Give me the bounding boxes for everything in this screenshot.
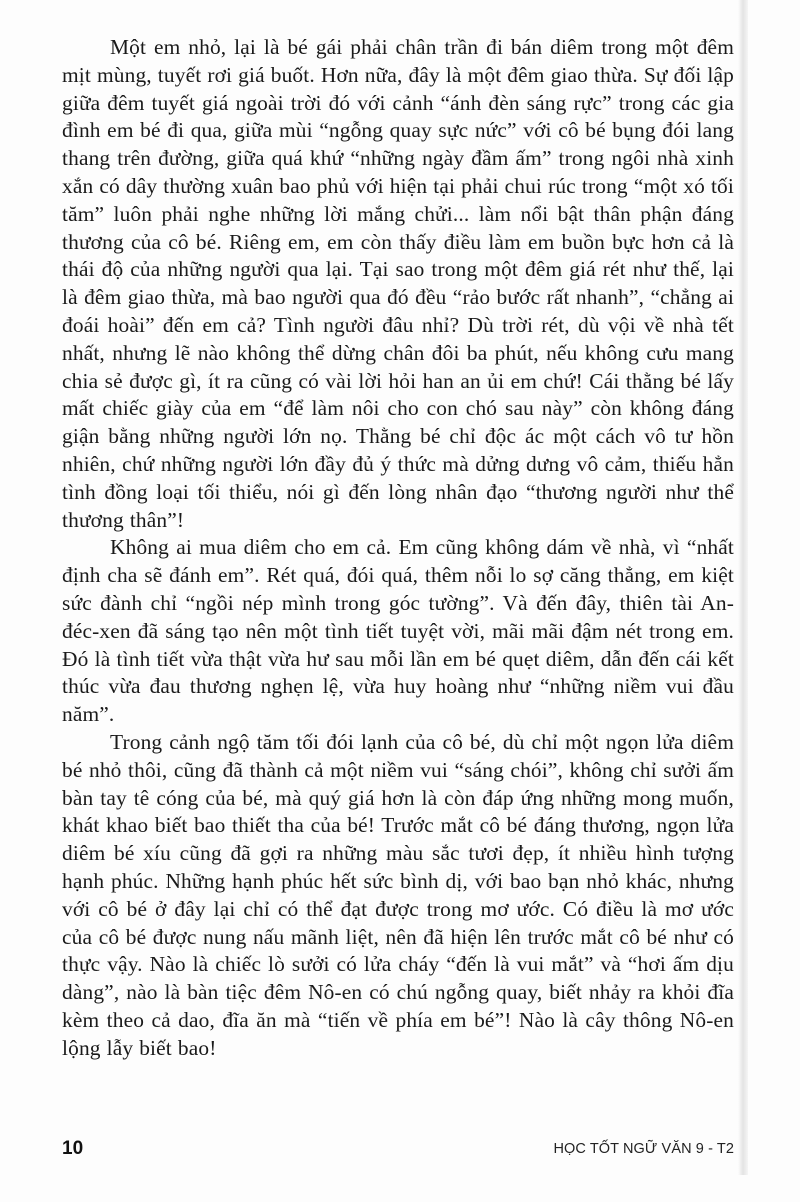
page-number: 10 — [62, 1138, 84, 1159]
paragraph: Trong cảnh ngộ tăm tối đói lạnh của cô bé, dù chỉ một ngọn lửa diêm bé nhỏ thôi, cũng đã thành cả một niềm vui “sáng chói”, không chỉ sưởi ấm bàn tay tê cóng của bé, mà quý giá hơn là còn đáp ứng những mong muốn, khát khao biết bao thiết tha của bé! Trước mắt cô bé đáng thương, ngọn lửa diêm bé xíu cũng đã gợi ra những màu sắc tươi đẹp, ít nhiều hình tượng hạnh phúc. Những hạnh phúc hết sức bình dị, với bao bạn nhỏ khác, nhưng với cô bé ở đây lại chỉ có thể đạt được trong mơ ước. Có điều là mơ ước của cô bé được nung nấu mãnh liệt, nên đã hiện lên trước mắt cô bé như có thực vậy. Nào là chiếc lò sưởi có lửa cháy “đến là vui mắt” và “hơi ấm dịu dàng”, nào là bàn tiệc đêm Nô-en có chú ngỗng quay, biết nhảy ra khỏi đĩa kèm theo cả dao, đĩa ăn mà “tiến về phía em bé”! Nào là cây thông Nô-en lộng lẫy biết bao! — [62, 729, 734, 1060]
paragraph: Không ai mua diêm cho em cả. Em cũng không dám về nhà, vì “nhất định cha sẽ đánh em”. Rét quá, đói quá, thêm nỗi lo sợ căng thẳng, em kiệt sức đành chỉ “ngồi nép mình trong góc tường”. Và đến đây, thiên tài An-đéc-xen đã sáng tạo nên một tình tiết tuyệt vời, mãi mãi đậm nét trong em. Đó là tình tiết vừa thật vừa hư sau mỗi lần em bé quẹt diêm, dẫn đến cái kết thúc vừa đau thương nghẹn lệ, vừa huy hoàng như “những niềm vui đầu năm”. — [62, 535, 734, 727]
running-title: HỌC TỐT NGỮ VĂN 9 - T2 — [553, 1141, 734, 1157]
body-text — [62, 34, 734, 1062]
page-footer — [62, 1134, 734, 1164]
paragraph: Một em nhỏ, lại là bé gái phải chân trần đi bán diêm trong một đêm mịt mùng, tuyết rơi giá buốt. Hơn nữa, đây là một đêm giao thừa. Sự đối lập giữa đêm tuyết giá ngoài trời đó với cảnh “ánh đèn sáng rực” trong các gia đình em bé đi qua, giữa mùi “ngỗng quay sực nức” với cô bé bụng đói lang thang trên đường, giữa quá khứ “những ngày đầm ấm” trong ngôi nhà xinh xắn có dây thường xuân bao phủ với hiện tại phải chui rúc trong “một xó tối tăm” luôn phải nghe những lời mắng chửi... làm nổi bật thân phận đáng thương của cô bé. Riêng em, em còn thấy điều làm em buồn bực hơn cả là thái độ của những người qua lại. Tại sao trong một đêm giá rét như thế, lại là đêm giao thừa, mà bao người qua đó đều “rảo bước rất nhanh”, “chẳng ai đoái hoài” đến em cả? Tình người đâu nhỉ? Dù trời rét, dù vội về nhà tết nhất, nhưng lẽ nào không thể dừng chân đôi ba phút, nếu không cưu mang chia sẻ được gì, ít ra cũng có vài lời hỏi han an ủi em chứ! Cái thằng bé lấy mất chiếc giày của em “để làm nôi cho con chó sau này” còn không đáng giận bằng những người lớn nọ. Thằng bé chỉ độc ác một cách vô tư hồn nhiên, chứ những người lớn đầy đủ ý thức mà dửng dưng vô cảm, thiếu hẳn tình đồng loại tối thiểu, nói gì đến lòng nhân đạo “thương người như thể thương thân”! — [62, 35, 734, 532]
page-edge-shadow — [738, 0, 748, 1175]
